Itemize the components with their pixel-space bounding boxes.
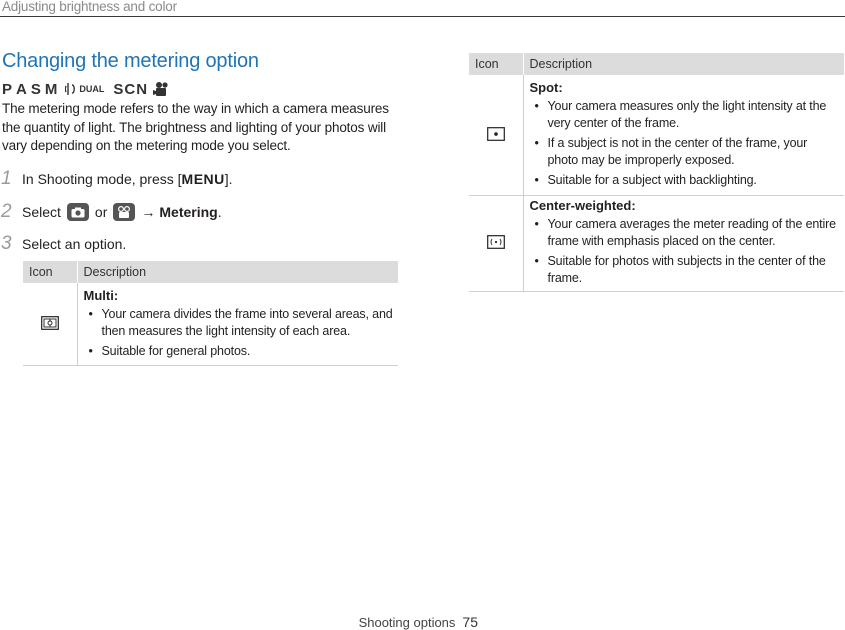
icon-cell <box>469 75 523 196</box>
column-header-description: Description <box>77 261 398 283</box>
camera-icon <box>67 203 89 221</box>
step-number: 3 <box>1 233 12 254</box>
step-text-end: . <box>217 204 222 220</box>
movie-mode-icon <box>151 81 169 97</box>
option-name: Spot <box>529 80 559 95</box>
dual-is-icon <box>65 81 104 97</box>
applicable-modes <box>2 80 169 98</box>
intro-paragraph: The metering mode refers to the way in which a camera measures the quantity of light. The brightness and lighting of your photos will vary depending on the metering mode you select. <box>2 101 389 153</box>
section-title: Changing the metering option <box>2 50 259 72</box>
option-name: Center-weighted <box>529 198 632 213</box>
header-divider <box>0 16 845 17</box>
option-name: Multi <box>83 288 114 303</box>
column-header-description: Description <box>523 53 844 75</box>
movie-icon <box>113 203 135 221</box>
mode-s: S <box>30 80 42 98</box>
step-number: 1 <box>1 168 12 189</box>
icon-cell <box>23 283 77 366</box>
step-text: In Shooting mode, press [ <box>22 171 182 187</box>
bullet: • Your camera divides the frame into several areas, and then measures the light intensity of each area. <box>84 306 395 340</box>
metering-table-right <box>469 53 844 292</box>
bullet: • If a subject is not in the center of the frame, your photo may be improperly exposed. <box>530 135 841 169</box>
step-arrow: → <box>141 204 156 220</box>
step-number: 2 <box>1 201 12 222</box>
step-text-end: ]. <box>224 171 233 187</box>
bullet: • Your camera averages the meter reading of the entire frame with emphasis placed on the center. <box>530 216 841 250</box>
mode-dual: DUAL <box>79 84 105 94</box>
running-header: Adjusting brightness and color <box>2 0 177 14</box>
multi-metering-icon <box>41 316 59 330</box>
step-3 <box>0 233 126 255</box>
mode-p: P <box>2 80 14 98</box>
metering-table-left <box>23 261 398 366</box>
table-row: Multi: • Your camera divides the frame into several areas, and then measures the light intensity of each area. • Suitable for general photos. <box>23 283 398 366</box>
bullet: • Suitable for photos with subjects in the center of the frame. <box>530 253 841 287</box>
column-header-icon: Icon <box>469 53 523 75</box>
table-row: Spot: • Your camera measures only the light intensity at the very center of the frame. • If a subject is not in the center of the frame, your photo may be improperly exposed. • Suitable for a subject with backlighting. <box>469 75 844 196</box>
bullet: • Suitable for general photos. <box>84 343 395 360</box>
step-text: Select <box>22 204 61 220</box>
mode-a: A <box>16 80 28 98</box>
footer-section: Shooting options <box>358 615 456 630</box>
page-number: 75 <box>462 614 478 630</box>
step-1 <box>0 168 233 190</box>
step-2 <box>0 201 222 223</box>
table-row: Center-weighted: • Your camera averages the meter reading of the entire frame with emphasis placed on the center. • Suitable for photos with subjects in the center of the frame. <box>469 196 844 292</box>
mode-scn: SCN <box>113 80 149 98</box>
column-header-icon: Icon <box>23 261 77 283</box>
center-weighted-metering-icon <box>487 235 505 249</box>
icon-cell <box>469 196 523 292</box>
bullet: • Your camera measures only the light intensity at the very center of the frame. <box>530 98 841 132</box>
bullet: • Suitable for a subject with backlighting. <box>530 172 841 189</box>
page-footer <box>359 614 478 630</box>
menu-key: MENU <box>181 171 225 187</box>
step-text: Select an option. <box>22 236 127 252</box>
step-or: or <box>94 204 108 220</box>
mode-m: M <box>44 80 59 98</box>
spot-metering-icon <box>487 127 505 141</box>
metering-menu-label: Metering <box>159 204 218 220</box>
